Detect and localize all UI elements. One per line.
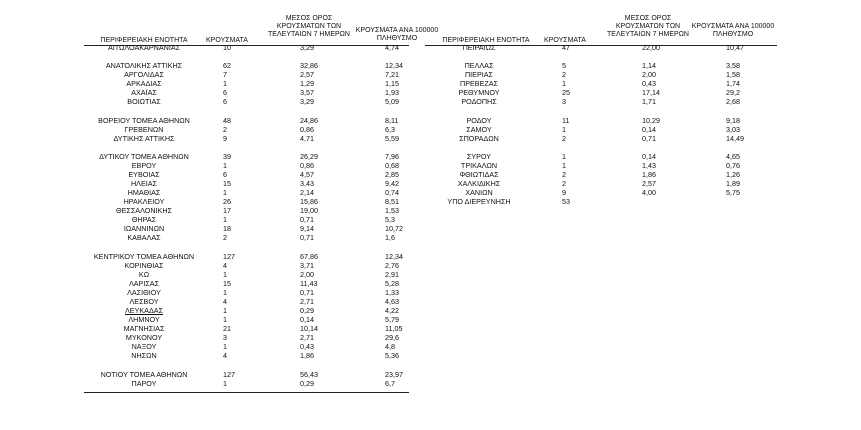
left-table-avg-cell: 0,86 <box>300 161 314 170</box>
left-table-avg-cell: 4,57 <box>300 170 314 179</box>
right-table-cases-cell: 9 <box>562 188 566 197</box>
left-table-avg-cell: 3,29 <box>300 97 314 106</box>
left-table-cases-cell: 4 <box>223 261 227 270</box>
left-table-avg-cell: 32,86 <box>300 61 318 70</box>
left-table-per100k-cell: 8,51 <box>385 197 399 206</box>
left-table-region-cell: ΑΝΑΤΟΛΙΚΗΣ ΑΤΤΙΚΗΣ <box>105 61 183 70</box>
left-table-per100k-cell: 7,96 <box>385 152 399 161</box>
left-table-cases-cell: 10 <box>223 43 231 52</box>
left-table-cases-cell: 15 <box>223 179 231 188</box>
right-table-per100k-cell: 14,49 <box>726 134 744 143</box>
left-table-avg-cell: 4,71 <box>300 134 314 143</box>
left-table-avg-cell: 3,43 <box>300 179 314 188</box>
left-table-avg-cell: 26,29 <box>300 152 318 161</box>
left-table-avg-cell: 2,71 <box>300 297 314 306</box>
right-table-region-cell: ΣΑΜΟΥ <box>466 125 492 134</box>
left-table-per100k-cell: 9,42 <box>385 179 399 188</box>
left-table-region-cell: ΕΥΒΟΙΑΣ <box>128 170 160 179</box>
right-table-region-cell: ΠΡΕΒΕΖΑΣ <box>460 79 498 88</box>
right-table-avg-cell: 2,57 <box>642 179 656 188</box>
left-table-region-cell: ΘΕΣΣΑΛΟΝΙΚΗΣ <box>116 206 172 215</box>
left-header-cases: ΚΡΟΥΣΜΑΤΑ <box>206 37 248 44</box>
right-table-per100k-cell: 29,2 <box>726 88 740 97</box>
left-table-per100k-cell: 4,22 <box>385 306 399 315</box>
right-table-avg-cell: 1,43 <box>642 161 656 170</box>
left-table-region-cell: ΘΗΡΑΣ <box>131 215 157 224</box>
left-table-region-cell: ΓΡΕΒΕΝΩΝ <box>124 125 164 134</box>
right-table-avg-cell: 0,71 <box>642 134 656 143</box>
left-table-per100k-cell: 5,09 <box>385 97 399 106</box>
right-table-cases-cell: 2 <box>562 70 566 79</box>
left-table-per100k-cell: 1,15 <box>385 79 399 88</box>
left-table-region-cell: ΚΕΝΤΡΙΚΟΥ ΤΟΜΕΑ ΑΘΗΝΩΝ <box>93 252 195 261</box>
left-table-avg-cell: 9,14 <box>300 224 314 233</box>
right-table-cases-cell: 11 <box>562 116 570 125</box>
left-table-per100k-cell: 5,36 <box>385 351 399 360</box>
left-table-cases-cell: 1 <box>223 215 227 224</box>
left-table-avg-cell: 24,86 <box>300 116 318 125</box>
right-table-per100k-cell: 1,58 <box>726 70 740 79</box>
right-table-cases-cell: 1 <box>562 152 566 161</box>
left-table-region-cell: ΑΡΓΟΛΙΔΑΣ <box>124 70 164 79</box>
left-table-region-cell: ΠΑΡΟΥ <box>131 379 157 388</box>
left-table-avg-cell: 2,57 <box>300 70 314 79</box>
left-table-cases-cell: 26 <box>223 197 231 206</box>
right-table-per100k-cell: 1,74 <box>726 79 740 88</box>
right-table-avg-cell: 2,00 <box>642 70 656 79</box>
left-table-per100k-cell: 2,85 <box>385 170 399 179</box>
left-table-cases-cell: 2 <box>223 233 227 242</box>
right-table-avg-cell: 1,14 <box>642 61 656 70</box>
right-table-region-cell: ΠΕΙΡΑΙΩΣ <box>462 43 496 52</box>
right-table-avg-cell: 22,00 <box>642 43 660 52</box>
right-table-cases-cell: 2 <box>562 179 566 188</box>
right-table-per100k-cell: 5,75 <box>726 188 740 197</box>
left-table-per100k-cell: 0,74 <box>385 188 399 197</box>
right-table-cases-cell: 53 <box>562 197 570 206</box>
left-table-avg-cell: 19,00 <box>300 206 318 215</box>
right-table-per100k-cell: 2,68 <box>726 97 740 106</box>
right-table-cases-cell: 3 <box>562 97 566 106</box>
left-table-region-cell: ΗΡΑΚΛΕΙΟΥ <box>123 197 165 206</box>
left-table-region-cell: ΝΟΤΙΟΥ ΤΟΜΕΑ ΑΘΗΝΩΝ <box>100 370 188 379</box>
left-table-avg-cell: 3,29 <box>300 43 314 52</box>
right-table-per100k-cell: 1,26 <box>726 170 740 179</box>
left-table-avg-cell: 2,00 <box>300 270 314 279</box>
left-table-cases-cell: 21 <box>223 324 231 333</box>
left-table-per100k-cell: 4,63 <box>385 297 399 306</box>
right-table-region-cell: ΣΠΟΡΑΔΩΝ <box>459 134 499 143</box>
left-table-per100k-cell: 23,97 <box>385 370 403 379</box>
right-table-cases-cell: 5 <box>562 61 566 70</box>
left-table-per100k-cell: 12,34 <box>385 61 403 70</box>
left-table-cases-cell: 15 <box>223 279 231 288</box>
left-table-cases-cell: 4 <box>223 297 227 306</box>
left-table-avg-cell: 0,43 <box>300 342 314 351</box>
left-table-avg-cell: 0,14 <box>300 315 314 324</box>
left-table-per100k-cell: 1,6 <box>385 233 395 242</box>
right-table-cases-cell: 2 <box>562 170 566 179</box>
left-table-region-cell: ΛΑΣΙΘΙΟΥ <box>127 288 161 297</box>
left-table-per100k-cell: 12,34 <box>385 252 403 261</box>
right-table-region-cell: ΧΑΛΚΙΔΙΚΗΣ <box>457 179 501 188</box>
left-table-region-cell: ΔΥΤΙΚΟΥ ΤΟΜΕΑ ΑΘΗΝΩΝ <box>99 152 189 161</box>
left-table-avg-cell: 15,86 <box>300 197 318 206</box>
left-table-per100k-cell: 6,7 <box>385 379 395 388</box>
left-table-cases-cell: 2 <box>223 125 227 134</box>
right-table-region-cell: ΧΑΝΙΩΝ <box>465 188 493 197</box>
left-table-cases-cell: 6 <box>223 88 227 97</box>
right-table-cases-cell: 1 <box>562 79 566 88</box>
right-header-per100k: ΚΡΟΥΣΜΑΤΑ ΑΝΑ 100000 ΠΛΗΘΥΣΜΟ <box>691 23 775 38</box>
left-table-region-cell: ΚΟΡΙΝΘΙΑΣ <box>124 261 164 270</box>
right-header-region: ΠΕΡΙΦΕΡΕΙΑΚΗ ΕΝΟΤΗΤΑ <box>442 37 530 44</box>
left-table-cases-cell: 1 <box>223 161 227 170</box>
left-table-cases-cell: 6 <box>223 170 227 179</box>
left-table-avg-cell: 56,43 <box>300 370 318 379</box>
left-table-per100k-cell: 1,93 <box>385 88 399 97</box>
left-table-per100k-cell: 10,72 <box>385 224 403 233</box>
right-table-avg-cell: 1,71 <box>642 97 656 106</box>
right-table-per100k-cell: 3,03 <box>726 125 740 134</box>
left-table-region-cell: ΜΑΓΝΗΣΙΑΣ <box>123 324 165 333</box>
left-table-cases-cell: 18 <box>223 224 231 233</box>
left-table-cases-cell: 127 <box>223 370 235 379</box>
left-table-avg-cell: 3,57 <box>300 88 314 97</box>
left-table-per100k-cell: 8,11 <box>385 116 399 125</box>
left-table-per100k-cell: 5,3 <box>385 215 395 224</box>
left-table-avg-cell: 0,71 <box>300 288 314 297</box>
left-table-avg-cell: 11,43 <box>300 279 318 288</box>
left-table-region-cell: ΛΕΣΒΟΥ <box>129 297 159 306</box>
left-table-cases-cell: 1 <box>223 188 227 197</box>
left-table-per100k-cell: 6,3 <box>385 125 395 134</box>
left-table-per100k-cell: 1,33 <box>385 288 399 297</box>
left-header-avg: ΜΕΣΟΣ ΟΡΟΣ ΚΡΟΥΣΜΑΤΩΝ ΤΩΝ ΤΕΛΕΥΤΑΙΩΝ 7 ΗΜΕΡΩΝ <box>268 15 350 38</box>
left-table-avg-cell: 0,86 <box>300 125 314 134</box>
left-table-avg-cell: 2,71 <box>300 333 314 342</box>
right-table-cases-cell: 25 <box>562 88 570 97</box>
right-header-avg: ΜΕΣΟΣ ΟΡΟΣ ΚΡΟΥΣΜΑΤΩΝ ΤΩΝ ΤΕΛΕΥΤΑΙΩΝ 7 ΗΜΕΡΩΝ <box>607 15 689 38</box>
right-header-cases: ΚΡΟΥΣΜΑΤΑ <box>544 37 586 44</box>
left-table-region-cell: ΚΑΒΑΛΑΣ <box>127 233 161 242</box>
left-table-region-cell: ΗΜΑΘΙΑΣ <box>127 188 161 197</box>
left-table-cases-cell: 1 <box>223 379 227 388</box>
left-table-cases-cell: 9 <box>223 134 227 143</box>
left-table-cases-cell: 127 <box>223 252 235 261</box>
right-table-avg-cell: 0,43 <box>642 79 656 88</box>
right-table-region-cell: ΡΕΘΥΜΝΟΥ <box>458 88 500 97</box>
left-table-avg-cell: 0,29 <box>300 379 314 388</box>
right-table-cases-cell: 2 <box>562 134 566 143</box>
left-table-region-cell: ΛΕΥΚΑΔΑΣ <box>124 306 164 315</box>
left-table-avg-cell: 10,14 <box>300 324 318 333</box>
left-table-region-cell: ΝΑΞΟΥ <box>131 342 157 351</box>
left-table-cases-cell: 48 <box>223 116 231 125</box>
left-table-cases-cell: 39 <box>223 152 231 161</box>
right-table-region-cell: ΦΘΙΩΤΙΔΑΣ <box>459 170 499 179</box>
left-table-avg-cell: 1,29 <box>300 79 314 88</box>
left-table-region-cell: ΚΩ <box>138 270 150 279</box>
left-table-region-cell: ΛΑΡΙΣΑΣ <box>128 279 160 288</box>
right-table-per100k-cell: 10,47 <box>726 43 744 52</box>
left-table-avg-cell: 0,29 <box>300 306 314 315</box>
left-table-region-cell: ΛΗΜΝΟΥ <box>128 315 160 324</box>
left-table-avg-cell: 2,14 <box>300 188 314 197</box>
left-bottom-rule <box>84 392 409 393</box>
right-table-cases-cell: 1 <box>562 125 566 134</box>
left-table-region-cell: ΕΒΡΟΥ <box>131 161 157 170</box>
left-table-cases-cell: 1 <box>223 315 227 324</box>
right-table-per100k-cell: 4,65 <box>726 152 740 161</box>
left-table-per100k-cell: 11,05 <box>385 324 403 333</box>
right-table-region-cell: ΠΙΕΡΙΑΣ <box>464 70 494 79</box>
left-table-cases-cell: 17 <box>223 206 231 215</box>
left-table-region-cell: ΜΥΚΟΝΟΥ <box>125 333 163 342</box>
right-table-region-cell: ΡΟΔΟΥ <box>466 116 492 125</box>
left-table-cases-cell: 6 <box>223 97 227 106</box>
left-table-region-cell: ΑΡΚΑΔΙΑΣ <box>126 79 162 88</box>
left-header-per100k: ΚΡΟΥΣΜΑΤΑ ΑΝΑ 100000 ΠΛΗΘΥΣΜΟ <box>355 27 439 42</box>
left-table-per100k-cell: 29,6 <box>385 333 399 342</box>
right-table-avg-cell: 0,14 <box>642 125 656 134</box>
left-table-per100k-cell: 5,28 <box>385 279 399 288</box>
left-table-region-cell: ΑΧΑΪΑΣ <box>131 88 157 97</box>
right-table-per100k-cell: 0,76 <box>726 161 740 170</box>
left-table-per100k-cell: 4,8 <box>385 342 395 351</box>
left-table-region-cell: ΝΗΣΩΝ <box>131 351 157 360</box>
left-table-region-cell: ΔΥΤΙΚΗΣ ΑΤΤΙΚΗΣ <box>113 134 175 143</box>
left-table-cases-cell: 1 <box>223 270 227 279</box>
left-table-cases-cell: 7 <box>223 70 227 79</box>
right-table-region-cell: ΡΟΔΟΠΗΣ <box>461 97 497 106</box>
left-table-per100k-cell: 5,79 <box>385 315 399 324</box>
left-table-region-cell: ΒΟΙΩΤΙΑΣ <box>127 97 161 106</box>
right-table-per100k-cell: 1,89 <box>726 179 740 188</box>
right-table-avg-cell: 17,14 <box>642 88 660 97</box>
left-table-avg-cell: 67,86 <box>300 252 318 261</box>
left-table-per100k-cell: 7,21 <box>385 70 399 79</box>
left-table-cases-cell: 1 <box>223 79 227 88</box>
left-table-region-cell: ΙΩΑΝΝΙΝΩΝ <box>123 224 165 233</box>
left-table-cases-cell: 4 <box>223 351 227 360</box>
left-table-avg-cell: 0,71 <box>300 233 314 242</box>
left-table-avg-cell: 1,86 <box>300 351 314 360</box>
left-table-cases-cell: 3 <box>223 333 227 342</box>
left-table-region-cell: ΗΛΕΙΑΣ <box>130 179 158 188</box>
right-table-cases-cell: 47 <box>562 43 570 52</box>
left-table-region-cell: ΑΙΤΩΛΟΑΚΑΡΝΑΝΙΑΣ <box>107 43 181 52</box>
left-table-region-cell: ΒΟΡΕΙΟΥ ΤΟΜΕΑ ΑΘΗΝΩΝ <box>98 116 190 125</box>
right-table-region-cell: ΤΡΙΚΑΛΩΝ <box>460 161 498 170</box>
right-table-avg-cell: 10,29 <box>642 116 660 125</box>
left-table-per100k-cell: 0,68 <box>385 161 399 170</box>
right-table-region-cell: ΥΠΟ ΔΙΕΡΕΥΝΗΣΗ <box>447 197 511 206</box>
left-header-region: ΠΕΡΙΦΕΡΕΙΑΚΗ ΕΝΟΤΗΤΑ <box>100 37 188 44</box>
right-table-per100k-cell: 9,18 <box>726 116 740 125</box>
left-table-cases-cell: 1 <box>223 342 227 351</box>
left-table-cases-cell: 1 <box>223 288 227 297</box>
left-table-cases-cell: 62 <box>223 61 231 70</box>
right-table-cases-cell: 1 <box>562 161 566 170</box>
left-table-per100k-cell: 4,74 <box>385 43 399 52</box>
left-table-avg-cell: 0,71 <box>300 215 314 224</box>
right-table-avg-cell: 1,86 <box>642 170 656 179</box>
right-table-per100k-cell: 3,58 <box>726 61 740 70</box>
right-table-region-cell: ΣΥΡΟΥ <box>466 152 492 161</box>
right-table-avg-cell: 4,00 <box>642 188 656 197</box>
left-table-per100k-cell: 2,76 <box>385 261 399 270</box>
left-table-per100k-cell: 2,91 <box>385 270 399 279</box>
left-table-avg-cell: 3,71 <box>300 261 314 270</box>
left-table-cases-cell: 1 <box>223 306 227 315</box>
left-table-per100k-cell: 5,59 <box>385 134 399 143</box>
left-table-per100k-cell: 1,53 <box>385 206 399 215</box>
right-table-avg-cell: 0,14 <box>642 152 656 161</box>
right-table-region-cell: ΠΕΛΛΑΣ <box>464 61 494 70</box>
